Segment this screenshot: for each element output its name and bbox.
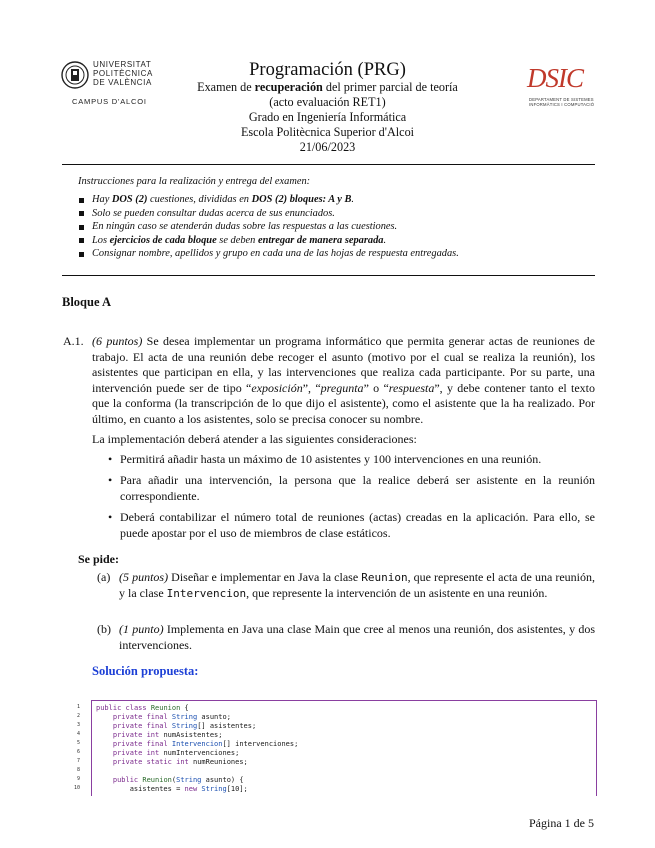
code-line-number: 10 — [73, 785, 80, 791]
exam-act: (acto evaluación RET1) — [269, 95, 386, 109]
code-line: public Reunion(String asunto) { — [112, 776, 244, 784]
code-line-number: 5 — [76, 740, 80, 746]
code-line-number: 6 — [76, 749, 80, 755]
consideration-item: • Deberá contabilizar el número total de reuniones (actas) creadas en la aplicación. Para ello, se puede apostar por el uso de miembros de clase estáticos. — [108, 510, 595, 540]
code-line: private final String asunto; — [112, 713, 231, 721]
code-line: private int numAsistentes; — [112, 731, 223, 739]
upv-logo-text: UNIVERSITAT POLITÈCNICA DE VALÈNCIA — [93, 60, 153, 87]
upv-seal-icon — [60, 60, 90, 90]
question-statement: (6 puntos) Se desea implementar un programa informático que permita generar actas de reuniones de trabajo. El acta de una reunión debe recoger el asunto (motivo por el cual se realiza la reunión), los asistentes que participan en ella, y las intervenciones que realiza cada participante. Por su parte, una intervención puede ser de tipo “exposición”, “pregunta” o “respuesta”, y debe contener tanto el texto que la conforma (la transcripción de lo que dijo el asistente), como el asistente que la ha realizado. Por último, en cuanto a los asistentes, solo se precisa conocer su nombre. La implementación deberá atender a las siguientes consideraciones: — [92, 334, 596, 446]
consideration-item: • Permitirá añadir hasta un máximo de 10 asistentes y 100 intervenciones en una reunión. — [108, 452, 542, 466]
dsic-mark: DSIC — [527, 63, 583, 93]
dsic-logo — [527, 64, 597, 112]
code-line: private final Intervencion[] intervenciones; — [112, 740, 299, 748]
top-rule — [62, 164, 595, 165]
upv-logo — [60, 60, 160, 108]
exam-date: 21/06/2023 — [299, 140, 356, 154]
code-line-number: 4 — [76, 731, 80, 737]
bullet-square-icon — [79, 225, 84, 230]
code-line: private final String[] asistentes; — [112, 722, 257, 730]
instruction-item: Consignar nombre, apellidos y grupo en cada una de las hojas de respuesta entregadas. — [78, 247, 588, 261]
code-line-number: 9 — [76, 776, 80, 782]
consideration-item: • Para añadir una intervención, la persona que la realice deberá ser asistente en la reunión correspondiente. — [108, 473, 595, 503]
considerations: La implementación deberá atender a las siguientes consideraciones: — [92, 431, 417, 446]
se-pide: Se pide: — [78, 552, 120, 566]
code-line-number: 1 — [76, 704, 80, 710]
school: Escola Politècnica Superior d'Alcoi — [240, 125, 415, 139]
code-line: asistentes = new String[10]; — [96, 785, 248, 793]
code-line-number: 8 — [76, 767, 80, 773]
code-line: private int numIntervenciones; — [112, 749, 240, 757]
code-listing — [91, 700, 597, 796]
bullet-square-icon — [79, 238, 84, 243]
bottom-rule — [62, 275, 595, 276]
bullet-square-icon — [79, 252, 84, 257]
instruction-item: Hay DOS (2) cuestiones, divididas en DOS (2) bloques: A y B. — [78, 193, 588, 207]
bullet-square-icon — [79, 211, 84, 216]
course-title: Programación (PRG) — [249, 60, 406, 80]
section-title: Bloque A — [62, 295, 111, 309]
code-line: private static int numReuniones; — [112, 758, 248, 766]
part-b: (b) (1 punto) Implementa en Java una clase Main que cree al menos una reunión, dos asistentes, y dos intervenciones. — [97, 622, 596, 652]
bullet-square-icon — [79, 198, 84, 203]
instructions — [78, 176, 588, 261]
part-a: (a) (5 puntos) Diseñar e implementar en Java la clase Reunion, que represente el acta de una reunión, y la clase Intervencion, que represente la intervención de un asistente en una reunión. — [97, 570, 595, 600]
instruction-item: Los ejercicios de cada bloque se deben entregar de manera separada. — [78, 234, 588, 248]
code-line: public class Reunion { — [96, 704, 189, 712]
upv-campus: CAMPUS D'ALCOI — [72, 97, 147, 106]
instruction-item: En ningún caso se atenderán dudas sobre las respuestas a las cuestiones. — [78, 220, 588, 234]
code-line-number: 2 — [76, 713, 80, 719]
code-line-number: 3 — [76, 722, 80, 728]
question-number: A.1. — [63, 334, 84, 348]
instructions-intro: Instrucciones para la realización y entrega del examen: — [78, 176, 311, 187]
degree: Grado en Ingeniería Informática — [248, 110, 407, 124]
solution-title: Solución propuesta: — [92, 664, 199, 678]
instruction-item: Solo se pueden consultar dudas acerca de sus enunciados. — [78, 207, 588, 221]
exam-line: Examen de recuperación del primer parcial de teoría — [197, 80, 458, 94]
dsic-subtitle: DEPARTAMENT DE SISTEMES INFORMÀTICS I COMPUTACIÓ — [529, 97, 595, 107]
page-footer: Página 1 de 5 — [529, 816, 594, 830]
code-line-number: 7 — [76, 758, 80, 764]
